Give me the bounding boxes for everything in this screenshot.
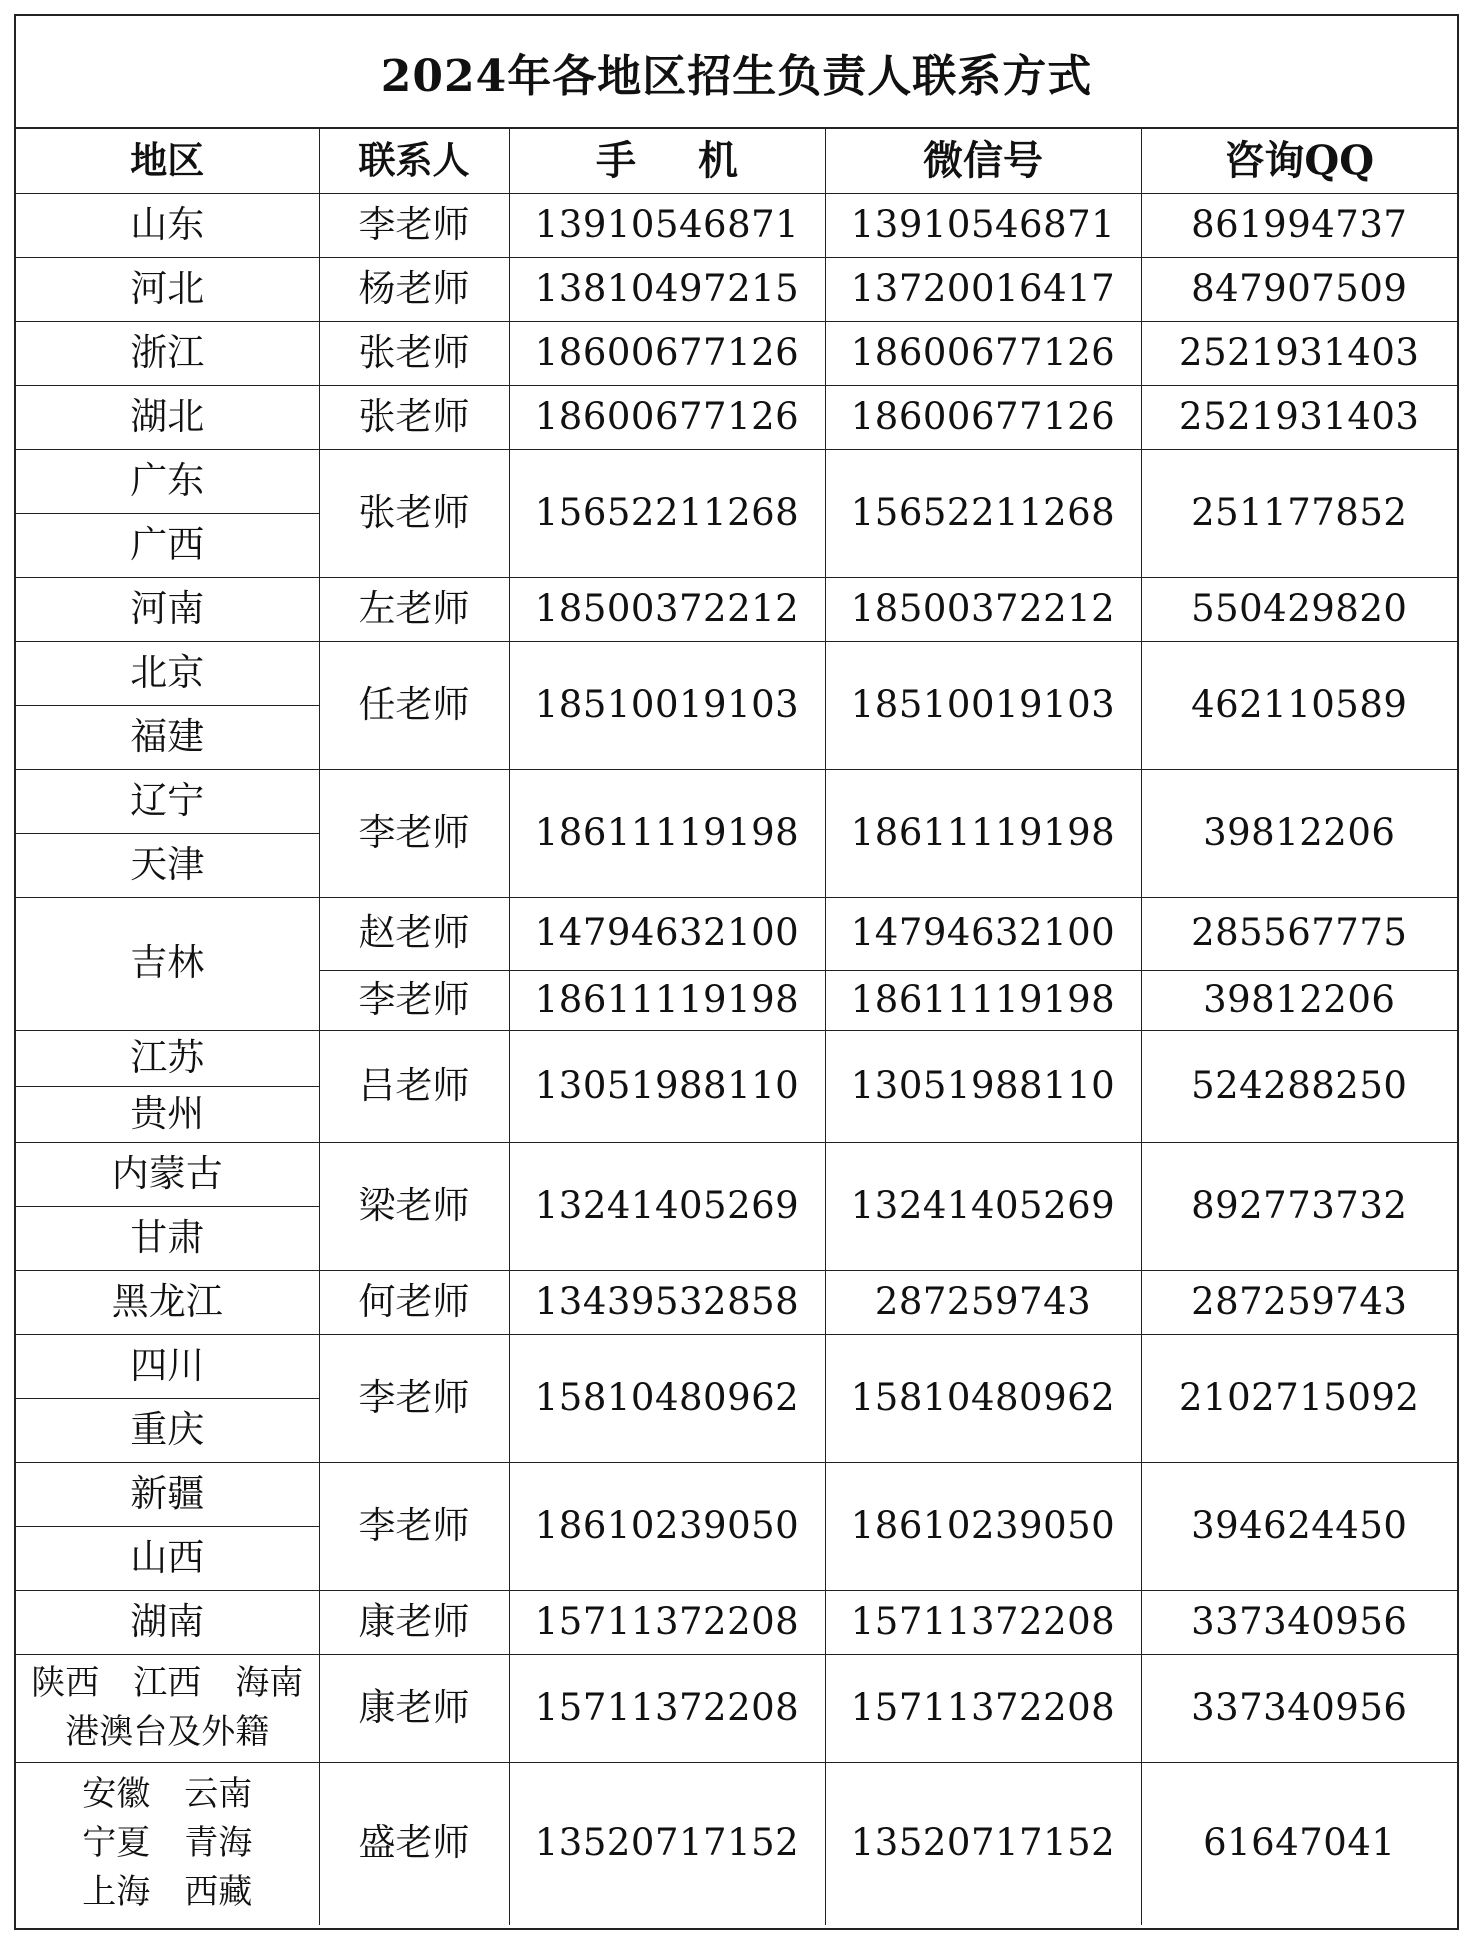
qq-cell: 251177852 <box>1141 449 1457 577</box>
contact-cell: 张老师 <box>319 449 509 577</box>
phone-cell: 13910546871 <box>509 193 825 257</box>
table-row <box>16 1142 1457 1206</box>
table-row <box>16 257 1457 321</box>
contact-sheet <box>14 14 1459 1930</box>
qq-cell: 285567775 <box>1141 897 1457 970</box>
qq-cell: 892773732 <box>1141 1142 1457 1270</box>
header-phone: 手 机 <box>509 129 825 193</box>
phone-cell: 15711372208 <box>509 1590 825 1654</box>
contact-cell: 李老师 <box>319 193 509 257</box>
contact-cell: 李老师 <box>319 769 509 897</box>
table-row <box>16 641 1457 705</box>
qq-cell: 2521931403 <box>1141 385 1457 449</box>
contact-cell: 杨老师 <box>319 257 509 321</box>
phone-cell: 15652211268 <box>509 449 825 577</box>
region-cell: 贵州 <box>16 1086 319 1142</box>
contact-cell: 李老师 <box>319 970 509 1030</box>
contact-cell: 赵老师 <box>319 897 509 970</box>
table-row <box>16 1762 1457 1925</box>
table-row <box>16 449 1457 513</box>
wechat-cell: 15711372208 <box>825 1654 1141 1762</box>
region-cell: 江苏 <box>16 1030 319 1086</box>
region-line: 陕西 江西 海南 <box>31 1662 304 1703</box>
phone-cell: 18510019103 <box>509 641 825 769</box>
region-cell: 广东 <box>16 449 319 513</box>
contact-cell: 梁老师 <box>319 1142 509 1270</box>
region-cell: 重庆 <box>16 1398 319 1462</box>
phone-cell: 18500372212 <box>509 577 825 641</box>
region-cell: 浙江 <box>16 321 319 385</box>
qq-cell: 61647041 <box>1141 1762 1457 1925</box>
page-title: 2024年各地区招生负责人联系方式 <box>16 16 1457 129</box>
wechat-cell: 18610239050 <box>825 1462 1141 1590</box>
phone-cell: 13439532858 <box>509 1270 825 1334</box>
region-cell <box>16 1654 319 1762</box>
contact-cell: 张老师 <box>319 321 509 385</box>
table-row <box>16 1590 1457 1654</box>
region-cell: 北京 <box>16 641 319 705</box>
qq-cell: 861994737 <box>1141 193 1457 257</box>
phone-cell: 13051988110 <box>509 1030 825 1142</box>
wechat-cell: 287259743 <box>825 1270 1141 1334</box>
table-row <box>16 769 1457 833</box>
header-contact: 联系人 <box>319 129 509 193</box>
qq-cell: 337340956 <box>1141 1590 1457 1654</box>
region-cell: 四川 <box>16 1334 319 1398</box>
wechat-cell: 13520717152 <box>825 1762 1141 1925</box>
phone-cell: 13810497215 <box>509 257 825 321</box>
table-row <box>16 1270 1457 1334</box>
wechat-cell: 13051988110 <box>825 1030 1141 1142</box>
qq-cell: 2521931403 <box>1141 321 1457 385</box>
table-row <box>16 1462 1457 1526</box>
region-cell: 辽宁 <box>16 769 319 833</box>
contact-cell: 任老师 <box>319 641 509 769</box>
region-cell: 山东 <box>16 193 319 257</box>
region-cell: 广西 <box>16 513 319 577</box>
region-cell: 内蒙古 <box>16 1142 319 1206</box>
wechat-cell: 15711372208 <box>825 1590 1141 1654</box>
qq-cell: 2102715092 <box>1141 1334 1457 1462</box>
phone-cell: 18610239050 <box>509 1462 825 1590</box>
region-cell: 新疆 <box>16 1462 319 1526</box>
region-cell: 河南 <box>16 577 319 641</box>
region-line: 宁夏 青海 <box>82 1823 253 1864</box>
header-region: 地区 <box>16 129 319 193</box>
table-header-row <box>16 129 1457 193</box>
region-cell: 湖北 <box>16 385 319 449</box>
contact-cell: 吕老师 <box>319 1030 509 1142</box>
wechat-cell: 18500372212 <box>825 577 1141 641</box>
contact-cell: 康老师 <box>319 1654 509 1762</box>
wechat-cell: 13720016417 <box>825 257 1141 321</box>
phone-cell: 15810480962 <box>509 1334 825 1462</box>
phone-cell: 13520717152 <box>509 1762 825 1925</box>
table-row <box>16 577 1457 641</box>
phone-cell: 18600677126 <box>509 385 825 449</box>
contact-cell: 康老师 <box>319 1590 509 1654</box>
region-cell: 山西 <box>16 1526 319 1590</box>
phone-cell: 18611119198 <box>509 769 825 897</box>
contact-cell: 张老师 <box>319 385 509 449</box>
table-row <box>16 897 1457 970</box>
qq-cell: 550429820 <box>1141 577 1457 641</box>
wechat-cell: 18611119198 <box>825 970 1141 1030</box>
region-cell: 吉林 <box>16 897 319 1030</box>
qq-cell: 462110589 <box>1141 641 1457 769</box>
phone-cell: 13241405269 <box>509 1142 825 1270</box>
contact-cell: 何老师 <box>319 1270 509 1334</box>
contact-table <box>16 129 1457 1925</box>
region-cell: 福建 <box>16 705 319 769</box>
region-cell <box>16 1762 319 1925</box>
region-cell: 天津 <box>16 833 319 897</box>
qq-cell: 39812206 <box>1141 769 1457 897</box>
region-line: 港澳台及外籍 <box>65 1712 270 1752</box>
qq-cell: 287259743 <box>1141 1270 1457 1334</box>
wechat-cell: 18611119198 <box>825 769 1141 897</box>
header-qq: 咨询QQ <box>1141 129 1457 193</box>
wechat-cell: 14794632100 <box>825 897 1141 970</box>
table-row <box>16 385 1457 449</box>
table-row <box>16 1030 1457 1086</box>
phone-cell: 14794632100 <box>509 897 825 970</box>
region-line: 安徽 云南 <box>82 1773 253 1814</box>
table-row <box>16 1334 1457 1398</box>
region-line: 上海 西藏 <box>82 1872 253 1913</box>
header-wechat: 微信号 <box>825 129 1141 193</box>
wechat-cell: 15652211268 <box>825 449 1141 577</box>
wechat-cell: 13241405269 <box>825 1142 1141 1270</box>
wechat-cell: 18600677126 <box>825 321 1141 385</box>
qq-cell: 847907509 <box>1141 257 1457 321</box>
qq-cell: 337340956 <box>1141 1654 1457 1762</box>
table-row <box>16 321 1457 385</box>
qq-cell: 39812206 <box>1141 970 1457 1030</box>
table-row <box>16 193 1457 257</box>
phone-cell: 18600677126 <box>509 321 825 385</box>
contact-cell: 左老师 <box>319 577 509 641</box>
phone-cell: 18611119198 <box>509 970 825 1030</box>
table-row <box>16 1654 1457 1762</box>
wechat-cell: 18600677126 <box>825 385 1141 449</box>
contact-cell: 盛老师 <box>319 1762 509 1925</box>
wechat-cell: 15810480962 <box>825 1334 1141 1462</box>
wechat-cell: 13910546871 <box>825 193 1141 257</box>
qq-cell: 394624450 <box>1141 1462 1457 1590</box>
contact-cell: 李老师 <box>319 1334 509 1462</box>
contact-cell: 李老师 <box>319 1462 509 1590</box>
region-cell: 甘肃 <box>16 1206 319 1270</box>
phone-cell: 15711372208 <box>509 1654 825 1762</box>
region-cell: 黑龙江 <box>16 1270 319 1334</box>
region-cell: 湖南 <box>16 1590 319 1654</box>
qq-cell: 524288250 <box>1141 1030 1457 1142</box>
wechat-cell: 18510019103 <box>825 641 1141 769</box>
region-cell: 河北 <box>16 257 319 321</box>
